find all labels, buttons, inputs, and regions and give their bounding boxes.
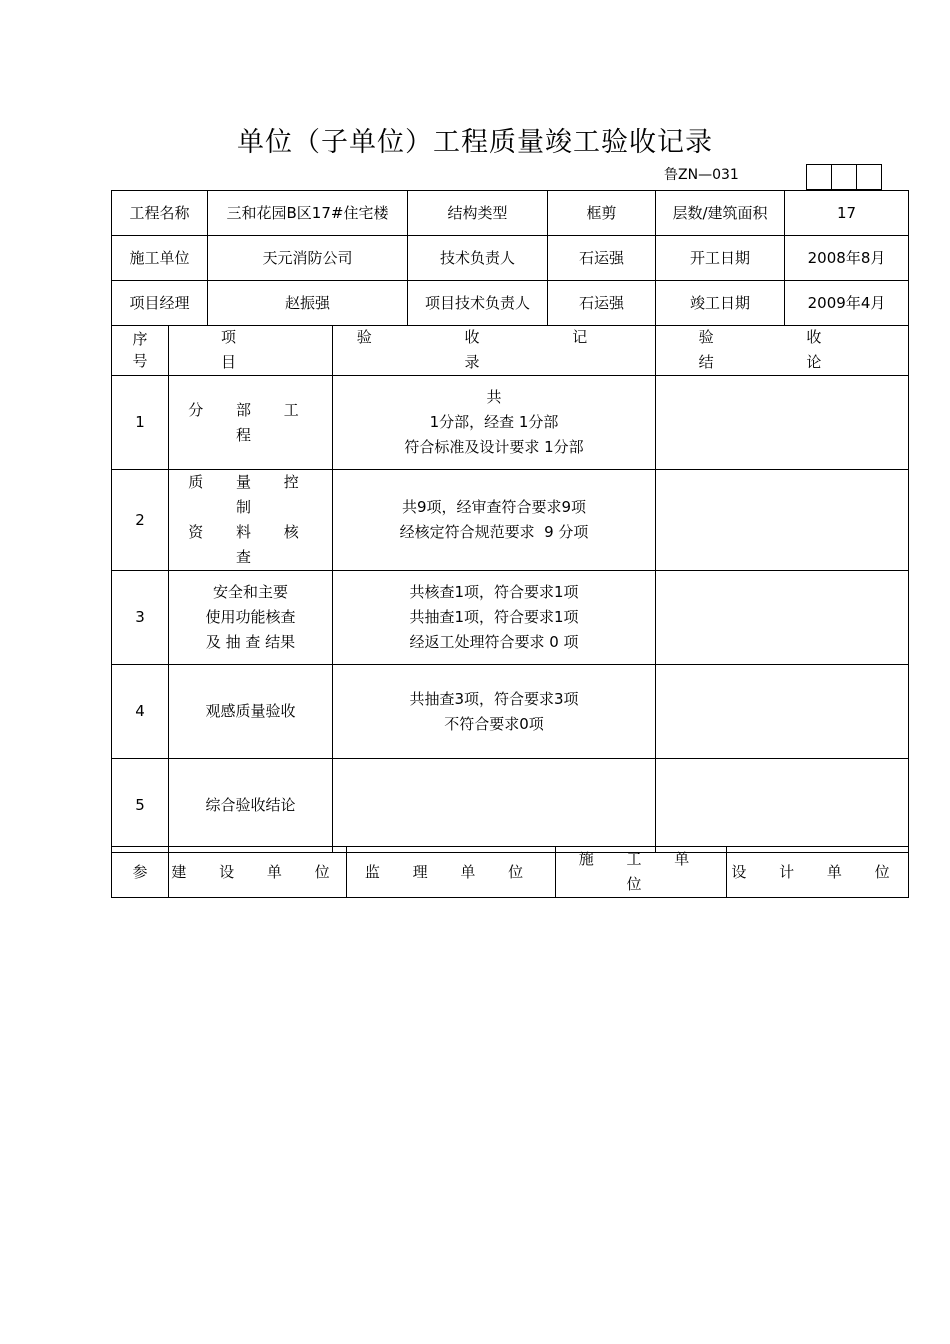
construction-unit-label: 建 设 单 位 bbox=[169, 847, 347, 898]
item-header: 项 目 bbox=[169, 325, 333, 376]
record-line: 经返工处理符合要求 0 项 bbox=[409, 633, 579, 651]
row-item bbox=[169, 759, 333, 853]
contractor-unit-label: 施 工 单 位 bbox=[556, 847, 727, 898]
project-tech-lead-label: 项目技术负责人 bbox=[408, 281, 548, 326]
record-line: 1分部，经查 1分部 bbox=[429, 413, 559, 431]
row-item bbox=[169, 376, 333, 470]
item-line: 综合验收结论 bbox=[205, 796, 296, 814]
record-line: 共核查1项，符合要求1项 bbox=[409, 583, 579, 601]
completion-date-label: 竣工日期 bbox=[656, 281, 785, 326]
table-row bbox=[112, 759, 909, 853]
code-boxes bbox=[806, 164, 882, 190]
seq-header-line1: 序 bbox=[132, 330, 148, 348]
row-seq: 5 bbox=[112, 759, 169, 853]
row-conclusion bbox=[656, 376, 909, 470]
start-date-label: 开工日期 bbox=[656, 236, 785, 281]
row-record bbox=[333, 571, 656, 665]
pm-value: 赵振强 bbox=[208, 281, 408, 326]
acceptance-table bbox=[111, 325, 909, 853]
item-line: 使用功能核查 bbox=[205, 608, 296, 626]
code-box bbox=[832, 165, 857, 189]
row-record bbox=[333, 759, 656, 853]
structure-type-value: 框剪 bbox=[548, 191, 656, 236]
row-record bbox=[333, 665, 656, 759]
row-conclusion bbox=[656, 665, 909, 759]
row-conclusion bbox=[656, 470, 909, 571]
item-line: 资 料 核 查 bbox=[188, 523, 313, 566]
floors-area-value: 17 bbox=[785, 191, 909, 236]
design-unit-label: 设 计 单 位 bbox=[727, 847, 909, 898]
page-title: 单位（子单位）工程质量竣工验收记录 bbox=[237, 127, 713, 158]
form-code: 鲁ZN—031 bbox=[664, 167, 739, 183]
row-seq: 4 bbox=[112, 665, 169, 759]
tech-lead-label: 技术负责人 bbox=[408, 236, 548, 281]
row-item bbox=[169, 571, 333, 665]
item-line: 及 抽 查 结果 bbox=[205, 633, 296, 651]
record-header: 验 收 记 录 bbox=[333, 325, 656, 376]
contractor-value: 天元消防公司 bbox=[208, 236, 408, 281]
record-line: 共抽查3项，符合要求3项 bbox=[409, 689, 579, 708]
row-item bbox=[169, 665, 333, 759]
project-name-label: 工程名称 bbox=[112, 191, 208, 236]
row-record bbox=[333, 470, 656, 571]
item-line: 安全和主要 bbox=[212, 583, 288, 601]
record-line: 共9项，经审查符合要求9项 bbox=[401, 498, 587, 516]
start-date-value: 2008年8月 bbox=[785, 236, 909, 281]
item-line: 观感质量验收 bbox=[205, 702, 296, 720]
floors-area-label: 层数/建筑面积 bbox=[656, 191, 785, 236]
table-row bbox=[112, 376, 909, 470]
table-row bbox=[112, 470, 909, 571]
record-line: 共 bbox=[486, 388, 502, 406]
table-row bbox=[112, 571, 909, 665]
seq-header-line2: 号 bbox=[132, 352, 148, 370]
row-record bbox=[333, 376, 656, 470]
code-box bbox=[857, 165, 881, 189]
participate-label: 参 bbox=[112, 847, 169, 898]
project-info-table bbox=[111, 190, 909, 326]
structure-type-label: 结构类型 bbox=[408, 191, 548, 236]
row-seq: 2 bbox=[112, 470, 169, 571]
item-line: 分 部 工 程 bbox=[188, 400, 313, 444]
code-box bbox=[807, 165, 832, 189]
project-name-value: 三和花园B区17#住宅楼 bbox=[208, 191, 408, 236]
row-seq: 1 bbox=[112, 376, 169, 470]
pm-label: 项目经理 bbox=[112, 281, 208, 326]
signature-table bbox=[111, 846, 909, 898]
supervision-unit-label: 监 理 单 位 bbox=[347, 847, 556, 898]
record-line: 不符合要求0项 bbox=[444, 714, 544, 733]
row-item bbox=[169, 470, 333, 571]
row-conclusion bbox=[656, 571, 909, 665]
record-line: 经核定符合规范要求 9 分项 bbox=[399, 523, 589, 541]
table-row bbox=[112, 665, 909, 759]
row-conclusion bbox=[656, 759, 909, 853]
contractor-label: 施工单位 bbox=[112, 236, 208, 281]
project-tech-lead-value: 石运强 bbox=[548, 281, 656, 326]
tech-lead-value: 石运强 bbox=[548, 236, 656, 281]
completion-date-value: 2009年4月 bbox=[785, 281, 909, 326]
conclusion-header: 验 收 结 论 bbox=[656, 325, 909, 376]
record-line: 共抽查1项，符合要求1项 bbox=[409, 608, 579, 626]
item-line: 质 量 控 制 bbox=[188, 473, 313, 516]
row-seq: 3 bbox=[112, 571, 169, 665]
seq-header bbox=[112, 325, 169, 376]
record-line: 符合标准及设计要求 1分部 bbox=[404, 438, 584, 456]
